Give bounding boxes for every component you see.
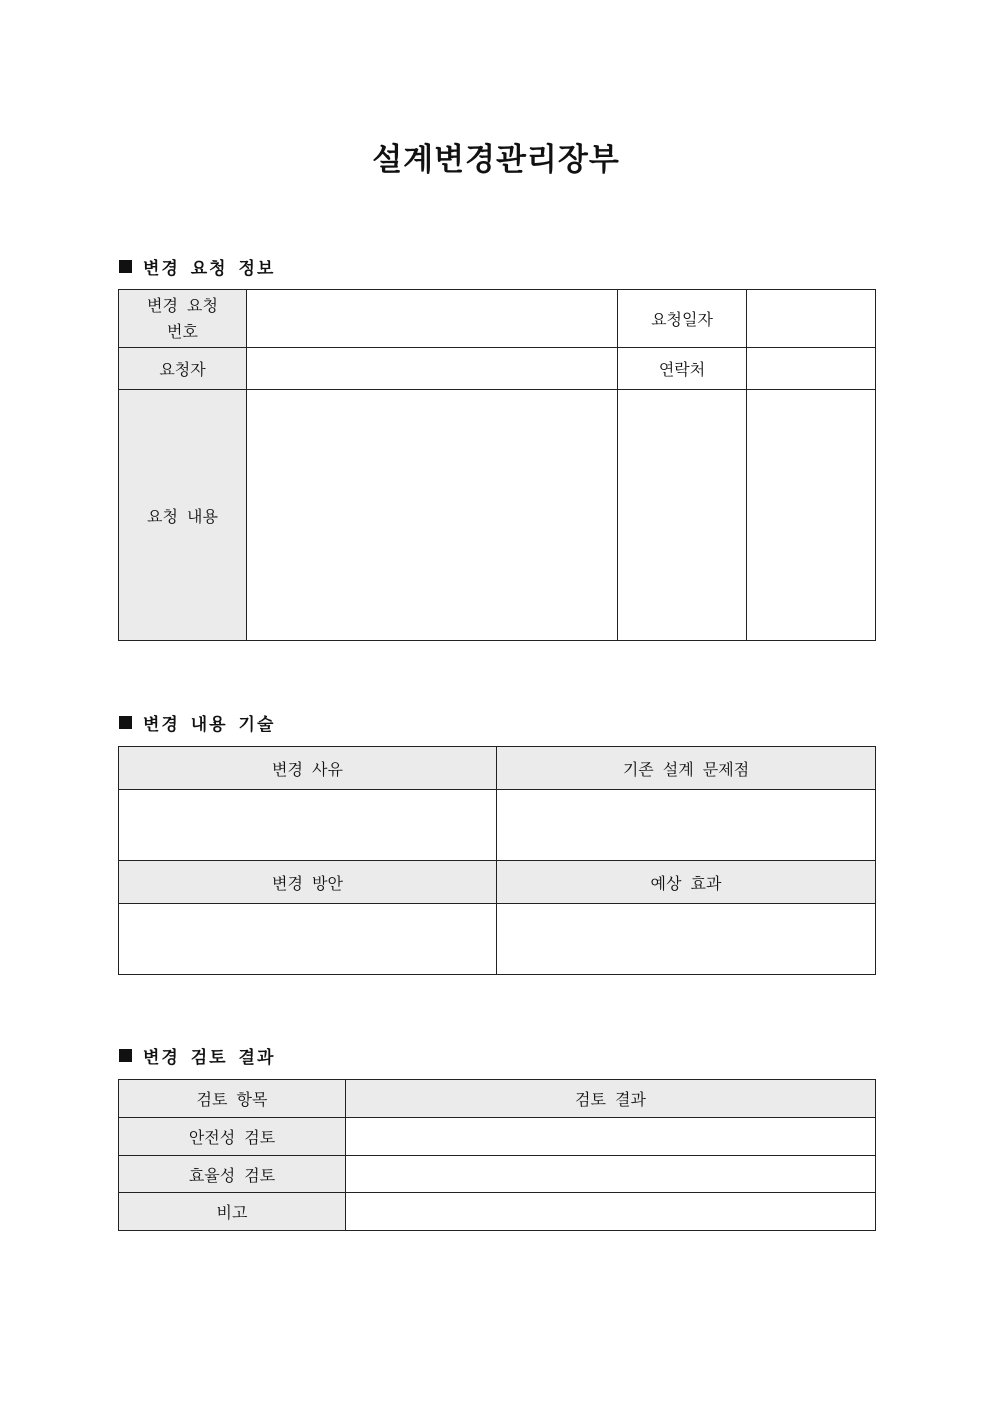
requester-label: 요청자 — [119, 348, 247, 390]
change-reason-header: 변경 사유 — [119, 747, 497, 790]
review-item-header: 검토 항목 — [119, 1080, 346, 1118]
section-heading-text: 변경 요청 정보 — [143, 259, 276, 279]
change-plan-field[interactable] — [119, 904, 497, 975]
contact-label: 연락처 — [618, 348, 747, 390]
section-heading-text: 변경 내용 기술 — [143, 715, 276, 735]
request-number-label — [119, 290, 247, 348]
request-content-extra-cell-2[interactable] — [747, 390, 876, 641]
safety-review-label: 안전성 검토 — [119, 1118, 346, 1156]
request-info-table — [118, 289, 876, 641]
efficiency-review-label: 효율성 검토 — [119, 1156, 346, 1193]
contact-field[interactable] — [747, 348, 876, 390]
expected-effect-header: 예상 효과 — [497, 861, 876, 904]
section-heading-review-result — [119, 1043, 275, 1068]
document-title: 설계변경관리장부 — [372, 142, 620, 178]
square-bullet-icon — [119, 716, 132, 729]
square-bullet-icon — [119, 260, 132, 273]
requester-field[interactable] — [247, 348, 618, 390]
section-heading-change-description — [119, 710, 275, 735]
section-heading-text: 변경 검토 결과 — [143, 1048, 276, 1068]
request-content-label: 요청 내용 — [119, 390, 247, 641]
square-bullet-icon — [119, 1049, 132, 1062]
review-result-header: 검토 결과 — [346, 1080, 876, 1118]
change-plan-header: 변경 방안 — [119, 861, 497, 904]
existing-design-issue-header: 기존 설계 문제점 — [497, 747, 876, 790]
expected-effect-field[interactable] — [497, 904, 876, 975]
existing-design-issue-field[interactable] — [497, 790, 876, 861]
review-result-table — [118, 1079, 876, 1231]
request-number-label-line1: 변경 요청 — [147, 295, 218, 315]
request-number-field[interactable] — [247, 290, 618, 348]
section-heading-request-info — [119, 254, 275, 279]
request-content-extra-cell-1[interactable] — [618, 390, 747, 641]
request-date-field[interactable] — [747, 290, 876, 348]
request-content-field[interactable] — [247, 390, 618, 641]
remarks-label: 비고 — [119, 1193, 346, 1231]
remarks-field[interactable] — [346, 1193, 876, 1231]
change-description-table — [118, 746, 876, 975]
change-reason-field[interactable] — [119, 790, 497, 861]
efficiency-review-field[interactable] — [346, 1156, 876, 1193]
request-number-label-line2: 번호 — [167, 321, 198, 341]
safety-review-field[interactable] — [346, 1118, 876, 1156]
request-date-label: 요청일자 — [618, 290, 747, 348]
